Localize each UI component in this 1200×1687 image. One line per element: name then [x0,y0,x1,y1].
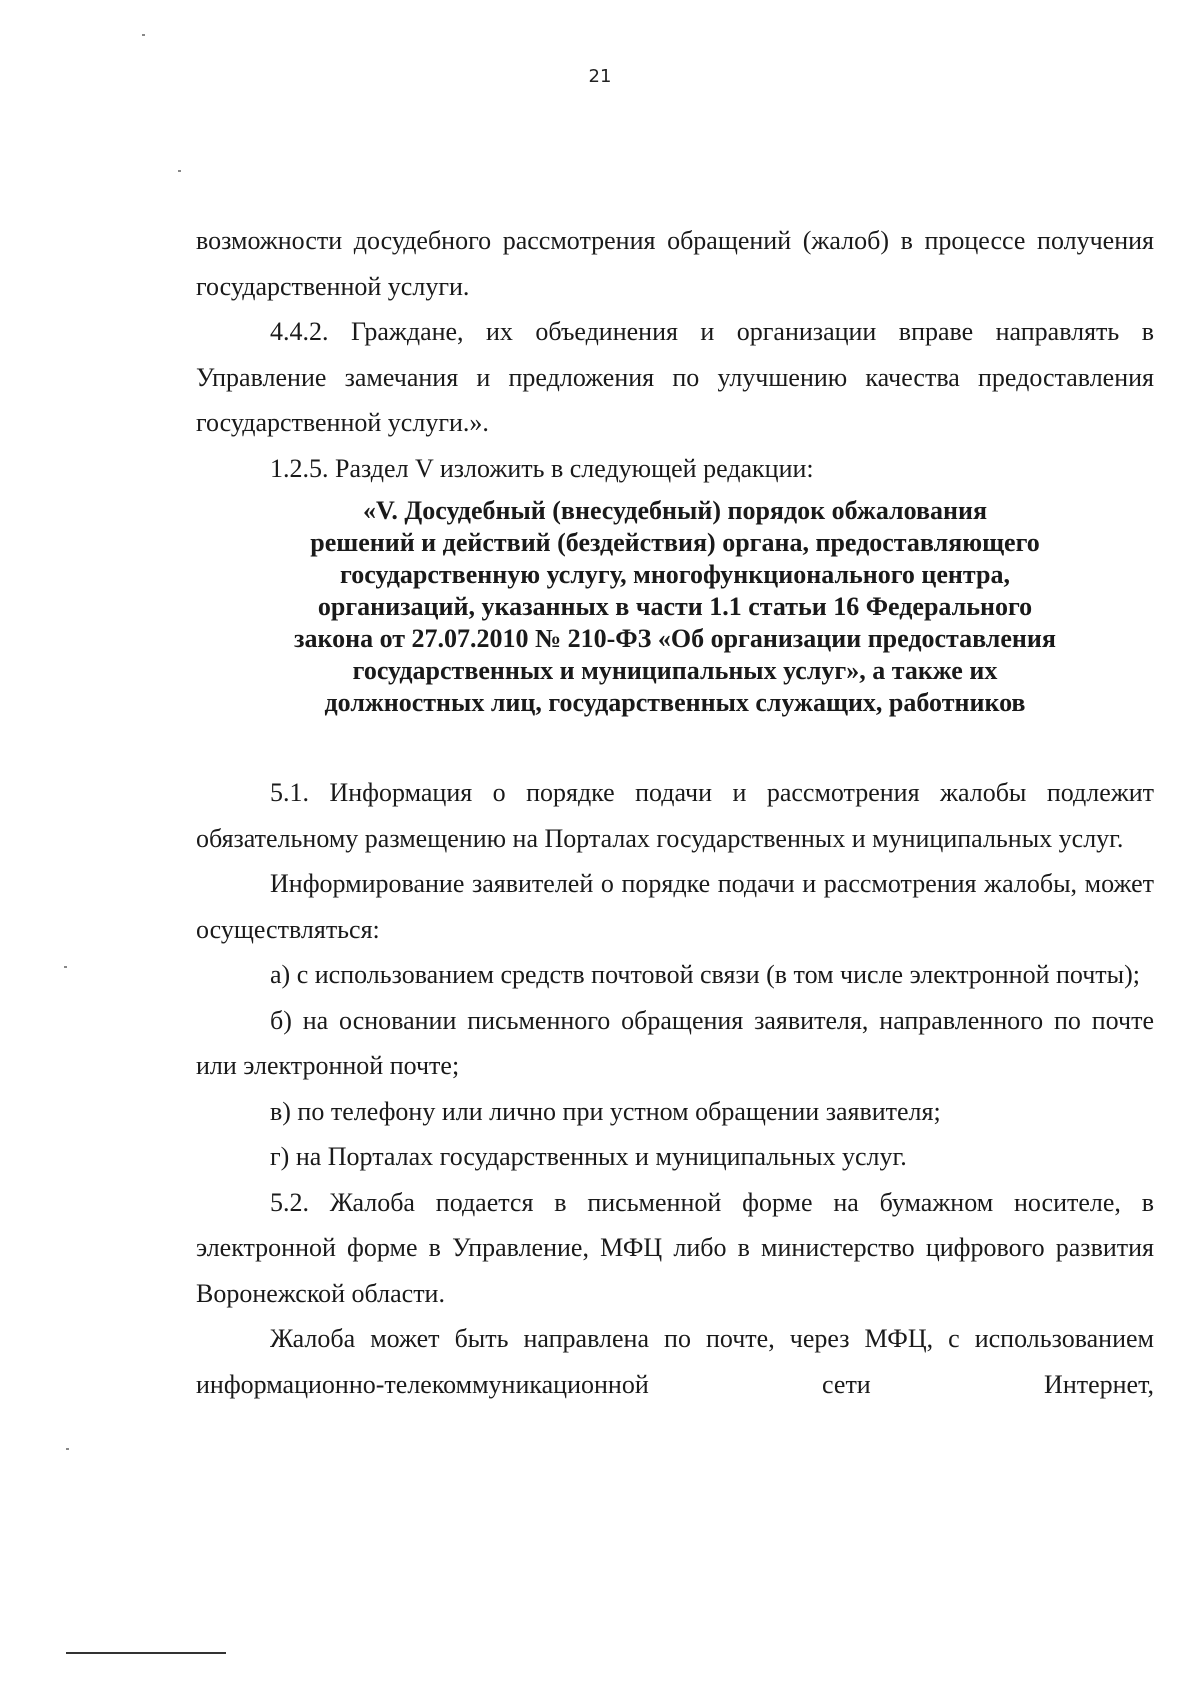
heading-line: «V. Досудебный (внесудебный) порядок обжалования [362,496,988,525]
paragraph: Жалоба может быть направлена по почте, через МФЦ, с использованием информационно-телекоммуникационной сети Интернет, [196,1324,1154,1399]
paragraph: 5.2. Жалоба подается в письменной форме на бумажном носителе, в электронной форме в Управление, МФЦ либо в министерство цифрового развития Воронежской области. [196,1187,1154,1308]
heading-line: закона от 27.07.2010 № 210-ФЗ «Об организации предоставления [294,624,1056,653]
paragraph: а) с использованием средств почтовой связи (в том числе электронной почты); [270,960,1141,989]
footer-rule [66,1652,226,1654]
heading-line: решений и действий (бездействия) органа, предоставляющего [310,528,1040,557]
heading-line: государственных и муниципальных услуг», а также их [352,656,998,685]
scan-speck [142,34,145,36]
heading-line: государственную услугу, многофункционального центра, [340,560,1010,589]
scan-speck [178,170,181,172]
heading-line: должностных лиц, государственных служащих, работников [324,688,1026,717]
paragraph: 4.4.2. Граждане, их объединения и организации вправе направлять в Управление замечания и предложения по улучшению качества предоставления государственной услуги.». [196,317,1154,437]
section-heading [196,495,1154,719]
paragraph: Информирование заявителей о порядке подачи и рассмотрения жалобы, может осуществляться: [196,869,1154,944]
scan-speck [66,1448,69,1450]
text-block-section-5 [196,770,1154,1407]
paragraph: г) на Порталах государственных и муниципальных услуг. [270,1142,907,1171]
paragraph: в) по телефону или лично при устном обращении заявителя; [270,1096,941,1126]
page-number: 21 [588,66,612,87]
paragraph: б) на основании письменного обращения заявителя, направленного по почте или электронной почте; [196,1005,1154,1080]
paragraph: 1.2.5. Раздел V изложить в следующей редакции: [270,453,814,483]
paragraph: 5.1. Информация о порядке подачи и рассмотрения жалобы подлежит обязательному размещению на Порталах государственных и муниципальных услуг. [196,778,1154,853]
paragraph: возможности досудебного рассмотрения обращений (жалоб) в процессе получения государственной услуги. [196,226,1154,301]
heading-line: организаций, указанных в части 1.1 статьи 16 Федерального [317,592,1033,621]
text-block-intro [196,218,1154,491]
scan-speck [64,966,67,968]
